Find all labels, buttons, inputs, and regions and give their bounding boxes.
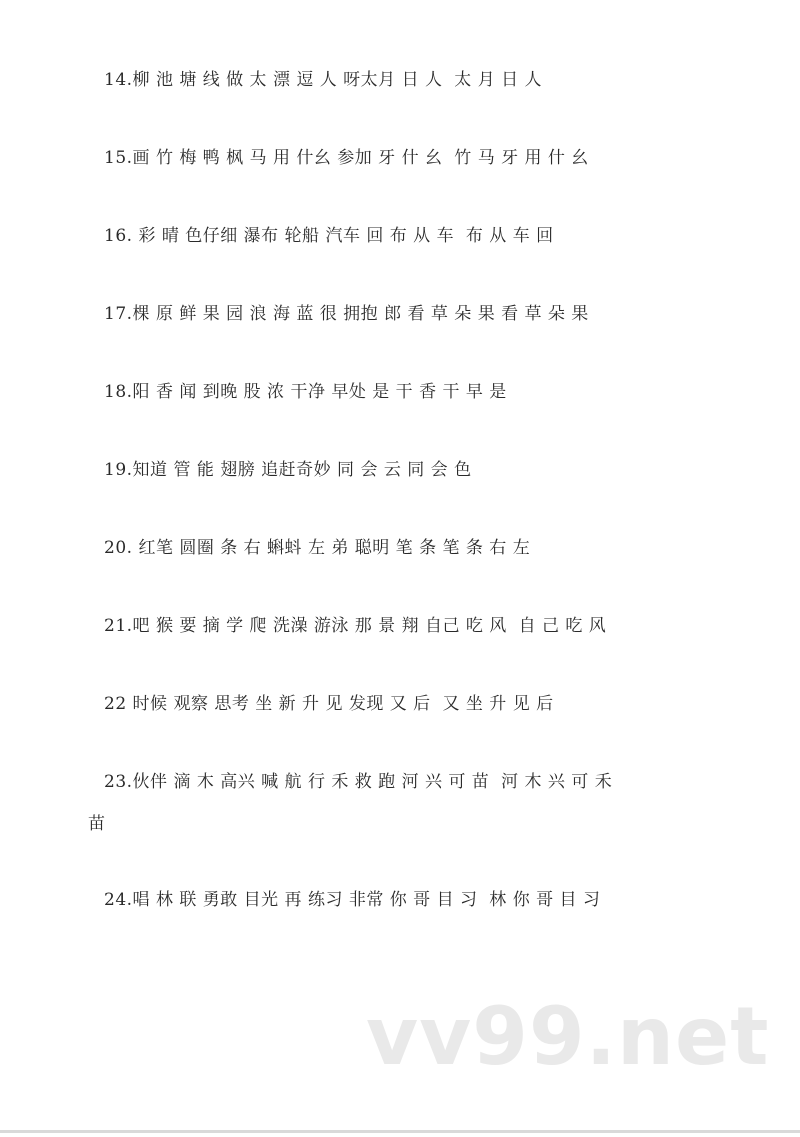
line-16: 16. 彩 晴 色仔细 瀑布 轮船 汽车 回 布 从 车 布 从 车 回 (104, 226, 554, 246)
line-23-continuation: 苗 (88, 814, 106, 834)
page-bottom-divider (0, 1130, 800, 1133)
line-24: 24.唱 林 联 勇敢 目光 再 练习 非常 你 哥 目 习 林 你 哥 目 习 (104, 890, 601, 910)
line-18: 18.阳 香 闻 到晚 股 浓 干净 早处 是 干 香 干 早 是 (104, 382, 507, 402)
line-22: 22 时候 观察 思考 坐 新 升 见 发现 又 后 又 坐 升 见 后 (104, 694, 554, 714)
line-14: 14.柳 池 塘 线 做 太 漂 逗 人 呀太月 日 人 太 月 日 人 (104, 70, 542, 90)
line-20: 20. 红笔 圆圈 条 右 蝌蚪 左 弟 聪明 笔 条 笔 条 右 左 (104, 538, 531, 558)
line-19: 19.知道 管 能 翅膀 追赶奇妙 同 会 云 同 会 色 (104, 460, 472, 480)
line-21: 21.吧 猴 要 摘 学 爬 洗澡 游泳 那 景 翔 自己 吃 风 自 己 吃 风 (104, 616, 607, 636)
line-23: 23.伙伴 滴 木 高兴 喊 航 行 禾 救 跑 河 兴 可 苗 河 木 兴 可 禾 (104, 772, 613, 792)
watermark-logo: vv99.net (366, 990, 770, 1083)
line-17: 17.棵 原 鲜 果 园 浪 海 蓝 很 拥抱 郎 看 草 朵 果 看 草 朵 果 (104, 304, 589, 324)
line-15: 15.画 竹 梅 鸭 枫 马 用 什幺 参加 牙 什 幺 竹 马 牙 用 什 幺 (104, 148, 589, 168)
